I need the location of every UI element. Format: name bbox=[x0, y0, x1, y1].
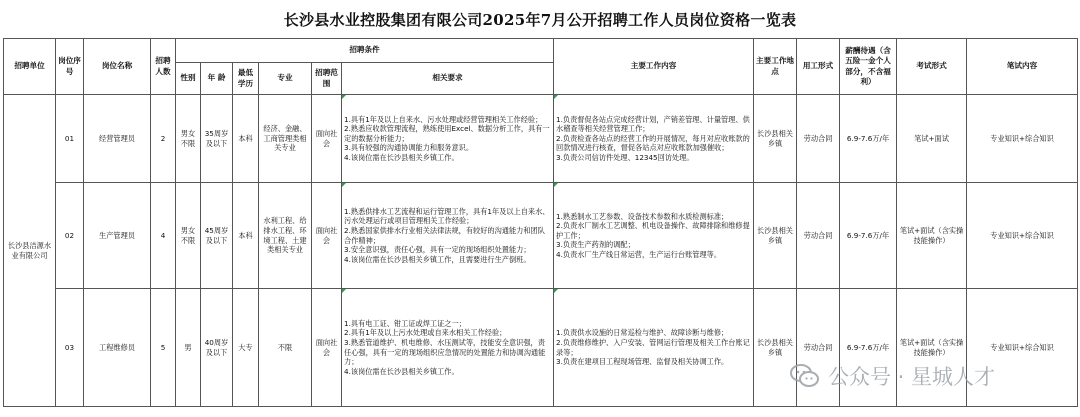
header-duties: 主要工作内容 bbox=[554, 39, 754, 95]
watermark bbox=[790, 362, 1050, 390]
header-name: 岗位名称 bbox=[84, 39, 151, 95]
header-gender: 性别 bbox=[176, 63, 201, 95]
employment: 劳动合同 bbox=[797, 289, 840, 407]
duties bbox=[554, 95, 754, 183]
location: 长沙县相关乡镇 bbox=[754, 95, 797, 183]
header-req: 相关要求 bbox=[342, 63, 554, 95]
header-salary: 薪酬待遇（含五险一金个人部分，不含福利） bbox=[840, 39, 897, 95]
exam: 笔试+面试 bbox=[897, 95, 967, 183]
age: 35周岁及以下 bbox=[201, 95, 233, 183]
employment: 劳动合同 bbox=[797, 183, 840, 289]
duties bbox=[554, 183, 754, 289]
table-row bbox=[4, 95, 1078, 183]
major: 不限 bbox=[259, 289, 312, 407]
exam: 笔试+面试（含实操技能操作） bbox=[897, 183, 967, 289]
duties-text: 1.熟悉制水工艺参数、设备技术参数和水质检测标准； 2.负责水厂制水工艺调整、机电设备操作、故障排除和维修提护工作； 3.负责生产药剂的调配； 4.负责水厂生产线日常运营，生产运行台账管理等。 bbox=[556, 211, 750, 259]
written: 专业知识+综合知识 bbox=[967, 183, 1078, 289]
cell-marker bbox=[554, 183, 558, 187]
education: 大专 bbox=[233, 289, 259, 407]
scope: 面向社会 bbox=[312, 289, 342, 407]
position-name: 经营管理员 bbox=[84, 95, 151, 183]
header-edu: 最低学历 bbox=[233, 63, 259, 95]
location: 长沙县相关乡镇 bbox=[754, 289, 797, 407]
exam: 笔试+面试（含实操技能操作） bbox=[897, 289, 967, 407]
scope: 面向社会 bbox=[312, 95, 342, 183]
major: 经济、金融、工商管理类相关专业 bbox=[259, 95, 312, 183]
header-unit: 招聘单位 bbox=[4, 39, 56, 95]
job-table bbox=[3, 38, 1078, 407]
header-count: 招聘人数 bbox=[151, 39, 176, 95]
gender: 男女不限 bbox=[176, 95, 201, 183]
location: 长沙县相关乡镇 bbox=[754, 183, 797, 289]
position-name: 工程维修员 bbox=[84, 289, 151, 407]
requirements bbox=[342, 289, 554, 407]
cell-marker bbox=[554, 95, 558, 99]
cell-marker bbox=[342, 95, 346, 99]
gender: 男女不限 bbox=[176, 183, 201, 289]
age: 45周岁及以下 bbox=[201, 183, 233, 289]
written: 专业知识+综合知识 bbox=[967, 95, 1078, 183]
headcount: 5 bbox=[151, 289, 176, 407]
headcount: 2 bbox=[151, 95, 176, 183]
header-seq: 岗位序号 bbox=[56, 39, 84, 95]
scope: 面向社会 bbox=[312, 183, 342, 289]
cell-marker bbox=[554, 289, 558, 293]
header-scope: 招聘范围 bbox=[312, 63, 342, 95]
gender: 男 bbox=[176, 289, 201, 407]
wechat-icon bbox=[790, 363, 820, 389]
seq: 01 bbox=[56, 95, 84, 183]
table-row bbox=[4, 183, 1078, 289]
employment: 劳动合同 bbox=[797, 95, 840, 183]
position-name: 生产管理员 bbox=[84, 183, 151, 289]
header-exam: 考试形式 bbox=[897, 39, 967, 95]
requirements bbox=[342, 183, 554, 289]
seq: 03 bbox=[56, 289, 84, 407]
duties-text: 1.负责督促各站点完成经营计划，产销差管理、计量管理、供水稽查等相关经营管理工作； 2.负责检查各站点的经营工作的开展情况，每月对应收账款的回款情况进行核查，督促各站点对应收账款加强催收； 3.负责公司信访件处理、12345回访处理。 bbox=[556, 114, 750, 162]
seq: 02 bbox=[56, 183, 84, 289]
education: 本科 bbox=[233, 95, 259, 183]
watermark-text: 公众号 · 星城人才 bbox=[828, 365, 996, 389]
written: 专业知识+综合知识 bbox=[967, 289, 1078, 407]
requirements-text: 1.具有电工证、钳工证或焊工证之一； 2.具有1年及以上污水处理或自来水相关工作经验； 3.熟悉管道维护、机电维修、水压测试等，技能安全意识强，责任心强，具有一定的现场组织应急情况的处置能力和协调沟通能力； 4.该岗位需在长沙县相关乡镇工作。 bbox=[344, 318, 546, 376]
document-title: 长沙县水业控股集团有限公司2025年7月公开招聘工作人员岗位资格一览表 bbox=[283, 11, 797, 29]
age: 40周岁及以下 bbox=[201, 289, 233, 407]
header-conditions: 招聘条件 bbox=[176, 39, 554, 63]
cell-marker bbox=[342, 183, 346, 187]
salary: 6.9-7.6万/年 bbox=[840, 183, 897, 289]
requirements-text: 1.熟悉供排水工艺流程和运行管理工作，具有1年及以上自来水、污水处理运行或项目管理相关工作经验； 2.熟悉国家供排水行业相关法律法规，有较好的沟通能力和团队合作精神； 3.安全意识强，责任心强，具有一定的现场组织处置能力； 4.该岗位需在长沙县相关乡镇工作，且需要进行生产倒班。 bbox=[344, 206, 550, 264]
headcount: 4 bbox=[151, 183, 176, 289]
header-age: 年 龄 bbox=[201, 63, 233, 95]
unit-name: 长沙县洁源水业有限公司 bbox=[4, 95, 56, 407]
cell-marker bbox=[342, 289, 346, 293]
education: 本科 bbox=[233, 183, 259, 289]
salary: 6.9-7.6万/年 bbox=[840, 95, 897, 183]
header-major: 专业 bbox=[259, 63, 312, 95]
requirements bbox=[342, 95, 554, 183]
major: 水利工程、给排水工程、环境工程、土建类相关专业 bbox=[259, 183, 312, 289]
header-written: 笔试内容 bbox=[967, 39, 1078, 95]
header-location: 主要工作地点 bbox=[754, 39, 797, 95]
salary: 6.9-7.6万/年 bbox=[840, 289, 897, 407]
duties-text: 1.负责供水设施的日常巡检与维护、故障诊断与维修； 2.负责维修维护、入户安装、管网运行管理及相关工作台账记录等； 3.负责在建项目工程现场管理、监督及相关协调工作。 bbox=[556, 328, 750, 367]
requirements-text: 1.具有1年及以上自来水、污水处理或经营管理相关工作经验； 2.熟悉应收款管理流程，熟练使用Excel、数据分析工作，具有一定的数据分析能力； 3.具有较强的沟通协调能力和服务意识。 4.该岗位需在长沙县相关乡镇工作。 bbox=[344, 114, 550, 162]
header-employment: 用工形式 bbox=[797, 39, 840, 95]
duties bbox=[554, 289, 754, 407]
